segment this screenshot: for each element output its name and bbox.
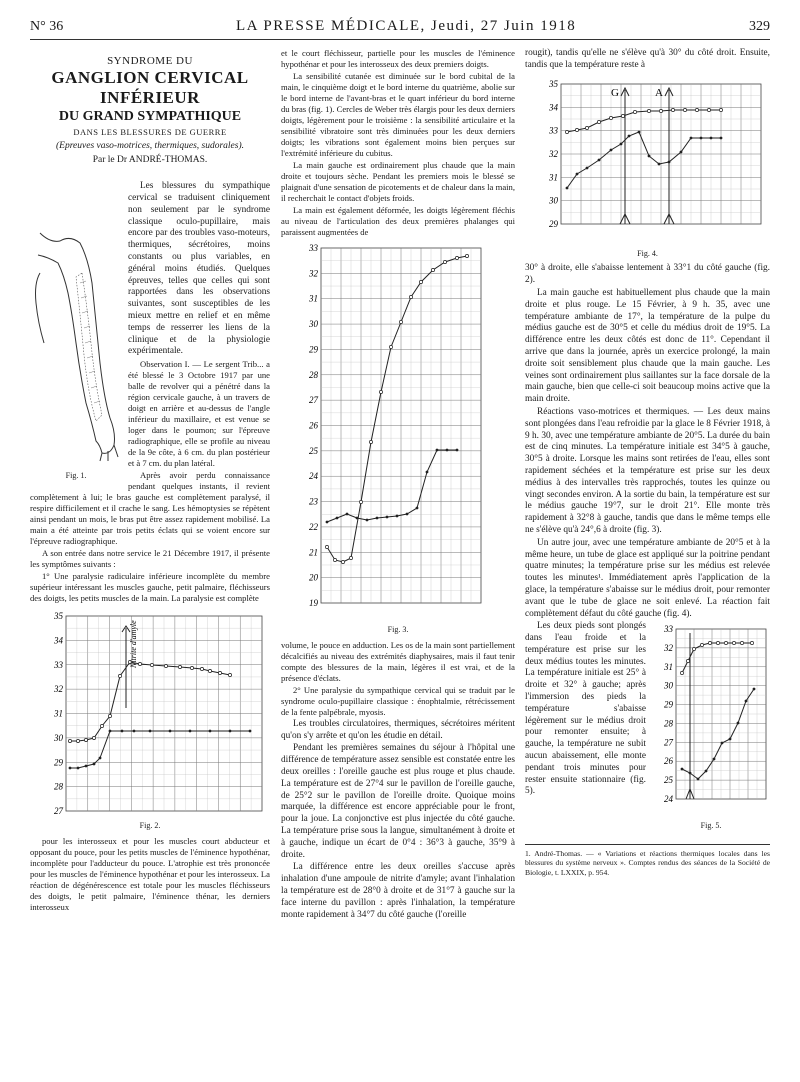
data-point <box>753 688 756 691</box>
footnote: 1. André-Thomas. — « Variations et réactions thermiques locales dans les blessures du système nerveux ». Comptes rendus des séances de la Société de Biologie, t. LXXIX, p. 954. <box>525 844 770 878</box>
column-2 <box>281 48 515 922</box>
data-point <box>396 515 399 518</box>
data-point <box>346 513 349 516</box>
col2-paragraph-1: et le court fléchisseur, partielle pour les muscles de l'éminence hypothénar et pour les interosseux des deux premiers doigts. <box>281 48 515 69</box>
y-tick-label: 31 <box>309 293 318 304</box>
data-point <box>359 500 362 503</box>
data-point <box>84 739 87 742</box>
col1-paragraph-2: Observation I. — Le sergent Trib... a été blessé le 3 Octobre 1917 par une balle de revolver qui a pénétré dans la région cervicale gauche, à un travers de doigt en arrière et au-dessus de l'angle inférieur du maxillaire, et est venue se loger dans le poumon; sur l'épreuve radiographique, elle se profile au niveau de la 9e côte, à 6 cm. du plan postérieur et à 7 cm. du plan latéral. <box>128 359 270 469</box>
col3-paragraph-3: La main gauche est habituellement plus chaude que la main droite et plus rouge. Le 15 Février, à 9 h. 35, avec une température ambiante de 17°, la température de la pulpe du médius gauche est de 30°5 et celle du médius droit de 19°5. La différence entre les deux côtés est donc de 11°. Cependant il arrive que dans la journée, après un exercice prolongé, la main droite soit sensiblement plus chaude que la main gauche. Les veines sont ordinairement plus saillantes sur la face dorsale de la main gauche, bien que celle-ci soit beaucoup moins active que la main droite. <box>525 287 770 405</box>
data-point <box>724 642 727 645</box>
y-tick-label: 30 <box>549 195 558 206</box>
col3-paragraph-2: 30° à droite, elle s'abaisse lentement à 33°1 du côté gauche (fig. 2). <box>525 263 770 286</box>
temperature-curve <box>567 132 721 188</box>
data-point <box>610 148 613 151</box>
y-tick-label: 32 <box>549 148 558 159</box>
data-point <box>366 519 369 522</box>
article-title: GANGLION CERVICAL INFÉRIEUR <box>51 67 249 107</box>
data-point <box>708 642 711 645</box>
data-point <box>713 758 716 761</box>
data-point <box>118 675 121 678</box>
data-point <box>633 110 636 113</box>
data-point <box>680 150 683 153</box>
col1-paragraph-6: pour les interosseux et pour les muscles court abducteur et opposant du pouce, pour les petits muscles de l'éminence hypothénar, incomplète pour l'adducteur du pouce. L'atrophie est très prononcée pour les muscles de l'éminence hypothénar et pour les interosseux. La réaction de dégénérescence est totale pour les muscles fléchisseurs des doigts, le petit palmaire, l'éminence thénar, les derniers interosseux <box>30 835 270 912</box>
data-point <box>426 471 429 474</box>
y-tick-label: 35 <box>54 611 63 622</box>
data-point <box>638 130 641 133</box>
data-point <box>369 440 372 443</box>
y-tick-label: 21 <box>309 547 318 558</box>
data-point <box>133 730 136 733</box>
data-point <box>680 672 683 675</box>
data-point <box>690 136 693 139</box>
data-point <box>732 642 735 645</box>
y-tick-label: 32 <box>664 643 673 654</box>
data-point <box>609 116 612 119</box>
y-tick-label: 27 <box>664 737 673 748</box>
data-point <box>465 254 468 257</box>
data-point <box>686 660 689 663</box>
y-tick-label: 24 <box>309 471 318 482</box>
y-tick-label: 26 <box>309 420 318 431</box>
figure-1 <box>30 183 122 482</box>
y-tick-label: 25 <box>664 775 673 786</box>
data-point <box>100 725 103 728</box>
data-point <box>389 345 392 348</box>
y-tick-label: 33 <box>664 624 673 635</box>
data-point <box>406 513 409 516</box>
column-3 <box>525 48 770 877</box>
data-point <box>93 763 96 766</box>
y-tick-label: 35 <box>549 78 558 89</box>
data-point <box>575 128 578 131</box>
y-tick-label: 33 <box>54 659 63 670</box>
data-point <box>399 320 402 323</box>
y-tick-label: 23 <box>309 496 318 507</box>
data-point <box>85 765 88 768</box>
figure-4-caption: Fig. 4. <box>637 248 658 258</box>
data-point <box>597 120 600 123</box>
y-tick-label: 30 <box>54 733 63 744</box>
data-point <box>700 136 703 139</box>
temperature-curve <box>682 643 752 673</box>
data-point <box>443 260 446 263</box>
data-point <box>218 672 221 675</box>
col2-paragraph-3: La main gauche est ordinairement plus chaude que la main droite et toujours sèche. Pendant les premiers mois le blessé se plaignait d'une sensation de picotements et de chaleur dans la main, il recherchait le contact d'objets froids. <box>281 160 515 203</box>
article-kicker: SYNDROME DU <box>107 55 193 67</box>
col1-paragraph-1: Les blessures du sympathique cervical se traduisent cliniquement non seulement par le syndrome classique oculo-pupillaire, mais encore par des troubles vaso-moteurs, thermiques, sécrétoires, moins constants ou plus variables, en général moins étudiés. Quelques épreuves, telles que celles qui sont rapportées dans les observations suivantes, sont susceptibles de les mieux mettre en relief et en même temps de resserrer les liens de la clinique et de la physiologie expérimentale. <box>128 181 270 357</box>
data-point <box>249 730 252 733</box>
page-header <box>30 18 770 40</box>
journal-title: LA PRESSE MÉDICALE, Jeudi, 27 Juin 1918 <box>236 18 577 34</box>
data-point <box>659 109 662 112</box>
data-point <box>92 737 95 740</box>
data-point <box>149 730 152 733</box>
y-tick-label: 20 <box>309 572 318 583</box>
event-label: G <box>611 86 619 99</box>
y-tick-label: 29 <box>664 699 673 710</box>
col2-paragraph-4: La main est également déformée, les doigts légèrement fléchis au niveau de l'articulation des deux premières phalanges qui paraissent augmentées de <box>281 205 515 237</box>
figure-5-chart <box>652 623 770 813</box>
nitrite-annotation: Nitrite d'amyle <box>129 620 138 669</box>
data-point <box>737 722 740 725</box>
data-point <box>683 108 686 111</box>
y-tick-label: 28 <box>664 718 673 729</box>
col3-paragraph-1: rougit), tandis qu'elle ne s'élève qu'à 30° du côté droit. Ensuite, tandis que la température reste à <box>525 48 770 70</box>
y-tick-label: 28 <box>54 781 63 792</box>
temperature-curve <box>70 662 230 741</box>
data-point <box>326 521 329 524</box>
data-point <box>658 162 661 165</box>
figure-4-chart <box>525 76 770 246</box>
col2-paragraph-2: La sensibilité cutanée est diminuée sur le bord cubital de la main, le cinquième doigt et le bord interne du quatrième, abolie sur le bord interne de l'avant-bras et le quart inférieur du bord interne du bras (fig. 1). Cercles de Weber très élargis pour les deux derniers doigts, légèrement pour le troisième : la sensibilité articulaire et la sensibilité vibratoire sont très diminuées pour les deux derniers doigts; les vibrations sont également moins bien perçues sur l'extrémité inférieure du cubitus. <box>281 71 515 158</box>
data-point <box>598 158 601 161</box>
data-point <box>189 730 192 733</box>
data-point <box>77 767 80 770</box>
col3-paragraph-5: Un autre jour, avec une température ambiante de 20°5 et à la même heure, un tube de glace est appliqué sur la poitrine pendant quatre minutes; la température prise sur les médius est relevée toutes les minutes¹. Immédiatement après l'application de la glace, la température s'abaisse sur le médius droit, pour remonter avant que le tube de glace ne soit enlevé. La réaction fait complètement défaut du côté gauche (fig. 4). <box>525 537 770 619</box>
arm-illustration <box>30 183 122 463</box>
data-point <box>621 114 624 117</box>
data-point <box>138 663 141 666</box>
y-tick-label: 31 <box>54 708 63 719</box>
data-point <box>386 516 389 519</box>
data-point <box>565 130 568 133</box>
y-tick-label: 25 <box>309 445 318 456</box>
data-point <box>200 668 203 671</box>
y-tick-label: 22 <box>309 521 318 532</box>
y-tick-label: 26 <box>664 756 673 767</box>
data-point <box>740 642 743 645</box>
data-point <box>647 109 650 112</box>
y-tick-label: 32 <box>54 684 63 695</box>
data-point <box>695 108 698 111</box>
page-number: 329 <box>749 19 770 34</box>
y-tick-label: 31 <box>549 171 558 182</box>
col2-paragraph-6: 2° Une paralysie du sympathique cervical qui se traduit par le syndrome oculo-pupillaire classique : énophtalmie, rétrécissement de la fente palpébrale, myosis. <box>281 684 515 717</box>
data-point <box>99 757 102 760</box>
data-point <box>750 642 753 645</box>
data-point <box>229 730 232 733</box>
temperature-curve <box>327 450 457 522</box>
data-point <box>341 560 344 563</box>
chart-grid <box>66 616 262 811</box>
data-point <box>356 517 359 520</box>
y-tick-label: 31 <box>664 662 673 673</box>
event-label: A <box>655 86 663 99</box>
article-note: (Epreuves vaso-motrices, thermiques, sudorales). <box>55 140 245 151</box>
data-point <box>446 449 449 452</box>
y-tick-label: 19 <box>309 598 318 608</box>
data-point <box>681 768 684 771</box>
figure-3 <box>281 242 515 636</box>
article-author: Par le Dr ANDRÉ-THOMAS. <box>92 155 208 166</box>
issue-number: N° 36 <box>30 19 64 34</box>
y-tick-label: 27 <box>309 395 318 406</box>
col2-paragraph-8: Pendant les premières semaines du séjour à l'hôpital une différence de température assez sensible est constatée entre les deux oreilles : l'oreille gauche est plus rouge et plus chaude. La température est de 27°4 sur le pavillon de l'oreille gauche, de 25°2 sur le pavillon de l'oreille droite. Quoique moins marquée, la différence est encore appréciable pour le front, pour la joue. La conjonctive est plus injectée du côté gauche. La température prise sous la langue, simultanément à droite et à gauche, indique un écart de 0°4 : 36°3 à gauche, 35°9 à droite. <box>281 743 515 860</box>
data-point <box>109 730 112 733</box>
data-point <box>721 742 724 745</box>
data-point <box>705 770 708 773</box>
figure-4 <box>525 76 770 260</box>
data-point <box>586 166 589 169</box>
column-1 <box>30 48 270 914</box>
col2-paragraph-7: Les troubles circulatoires, thermiques, sécrétoires méritent qu'on s'y arrête et qu'on les étudie en détail. <box>281 718 515 741</box>
col2-paragraph-5: volume, le pouce en adduction. Les os de la main sont partiellement décalcifiés au niveau des extrémités diaphysaires, mais il faut tenir compte des blessures de la main, légères il est vrai, et de la présence d'éclats. <box>281 639 515 683</box>
y-tick-label: 29 <box>54 757 63 768</box>
data-point <box>692 648 695 651</box>
data-point <box>108 715 111 718</box>
data-point <box>68 740 71 743</box>
figure-5 <box>652 623 770 832</box>
data-point <box>209 730 212 733</box>
col3-paragraph-6: Les deux pieds sont plongés dans l'eau froide et la température est prise sur les deux médius toutes les minutes. La température initiale est 25° à droite et 32° à gauche; après l'immersion des pieds la température s'abaisse légèrement sur le médius droit pour remonter ensuite; à gauche, la température ne subit aucun abaissement, elle monte pendant trois minutes pour rester ensuite stationnaire (fig. 5). <box>525 621 646 797</box>
data-point <box>710 136 713 139</box>
data-point <box>720 136 723 139</box>
col3-paragraph-4: Réactions vaso-motrices et thermiques. — Les deux mains sont plongées dans l'eau refroidie par la glace le 8 Février 1918, à 9 h. 30, avec une température ambiante de 20°5. La durée du bain est de cinq minutes. La température initiale est 34°5 à gauche, 30°5 à droite. Lorsque les mains sont retirées de l'eau, elles sont rapidement séchées et la température est prise sur les deux médius à des intervalles très rapprochés, toutes les quinze ou vingt secondes environ. A la sortie du bain, la température est sur le médius gauche 19°7, sur le droit 21°. Elle monte très rapidement à 32°8 à gauche, tandis que dans le même temps elle ne s'élève qu'à 24°,6 à droite (fig. 3). <box>525 406 770 535</box>
data-point <box>376 517 379 520</box>
data-point <box>700 644 703 647</box>
data-point <box>178 666 181 669</box>
data-point <box>716 642 719 645</box>
figure-1-caption: Fig. 1. <box>65 470 87 480</box>
data-point <box>436 449 439 452</box>
data-point <box>585 126 588 129</box>
y-tick-label: 30 <box>664 680 673 691</box>
y-tick-label: 27 <box>54 806 63 817</box>
figure-5-caption: Fig. 5. <box>700 821 722 831</box>
col1-paragraph-4: A son entrée dans notre service le 21 Décembre 1917, il présente les symptômes suivants : <box>30 548 270 570</box>
data-point <box>671 108 674 111</box>
data-point <box>121 730 124 733</box>
figure-2-chart <box>30 608 270 818</box>
data-point <box>729 738 732 741</box>
col1-paragraph-3: Après avoir perdu connaissance pendant quelques instants, il revient complètement à lui; le bras gauche est complètement paralysé, il respire difficilement et il crache le sang. Les hémoptysies se répètent ainsi pendant un mois, le bras put être assez rapidement mobilisé. La main a été atteinte par trois petits éclats qui se voient encore sur l'épreuve radiographique. <box>30 470 270 547</box>
data-point <box>349 556 352 559</box>
y-tick-label: 29 <box>549 218 558 229</box>
data-point <box>416 507 419 510</box>
y-tick-label: 28 <box>309 369 318 380</box>
chart-grid <box>321 248 481 603</box>
data-point <box>719 108 722 111</box>
y-tick-label: 33 <box>549 125 558 136</box>
data-point <box>697 778 700 781</box>
data-point <box>190 667 193 670</box>
y-tick-label: 29 <box>309 344 318 355</box>
y-tick-label: 33 <box>309 243 318 253</box>
figure-2 <box>30 608 270 832</box>
data-point <box>336 517 339 520</box>
y-tick-label: 30 <box>309 319 318 330</box>
data-point <box>576 172 579 175</box>
data-point <box>169 730 172 733</box>
col1-paragraph-5: 1° Une paralysie radiculaire inférieure incomplète du membre supérieur intéressant les muscles gauche, petit palmaire, fléchisseurs des doigts, les petits muscles de la main. La paralysie est complète <box>30 571 270 604</box>
data-point <box>431 268 434 271</box>
data-point <box>419 280 422 283</box>
data-point <box>379 390 382 393</box>
data-point <box>648 154 651 157</box>
data-point <box>628 134 631 137</box>
figure-2-caption: Fig. 2. <box>139 821 161 831</box>
data-point <box>456 449 459 452</box>
article-subtitle: DU GRAND SYMPATHIQUE <box>58 108 242 124</box>
data-point <box>164 665 167 668</box>
temperature-curve <box>567 110 721 132</box>
chart-grid <box>561 84 761 224</box>
data-point <box>150 664 153 667</box>
y-tick-label: 34 <box>54 635 63 646</box>
col2-paragraph-9: La différence entre les deux oreilles s'accuse après inhalation d'une ampoule de nitrite d'amyle; avant l'inhalation la température est de 28°0 à droite et de 31°7 à gauche sur la face interne du pavillon : après l'inhalation, la température monte rapidement à 34°7 du côté gauche (l'oreille <box>281 862 515 920</box>
data-point <box>69 767 72 770</box>
data-point <box>566 186 569 189</box>
y-tick-label: 32 <box>309 268 318 279</box>
data-point <box>208 670 211 673</box>
data-point <box>409 295 412 298</box>
y-tick-label: 24 <box>664 794 673 805</box>
data-point <box>333 558 336 561</box>
data-point <box>620 142 623 145</box>
data-point <box>76 740 79 743</box>
y-tick-label: 34 <box>549 101 558 112</box>
article-subtitle-2: DANS LES BLESSURES DE GUERRE <box>73 126 227 137</box>
data-point <box>707 108 710 111</box>
data-point <box>745 700 748 703</box>
data-point <box>325 545 328 548</box>
figure-3-caption: Fig. 3. <box>387 625 409 634</box>
figure-3-chart <box>281 242 515 622</box>
data-point <box>455 256 458 259</box>
data-point <box>228 674 231 677</box>
temperature-curve <box>682 689 754 779</box>
